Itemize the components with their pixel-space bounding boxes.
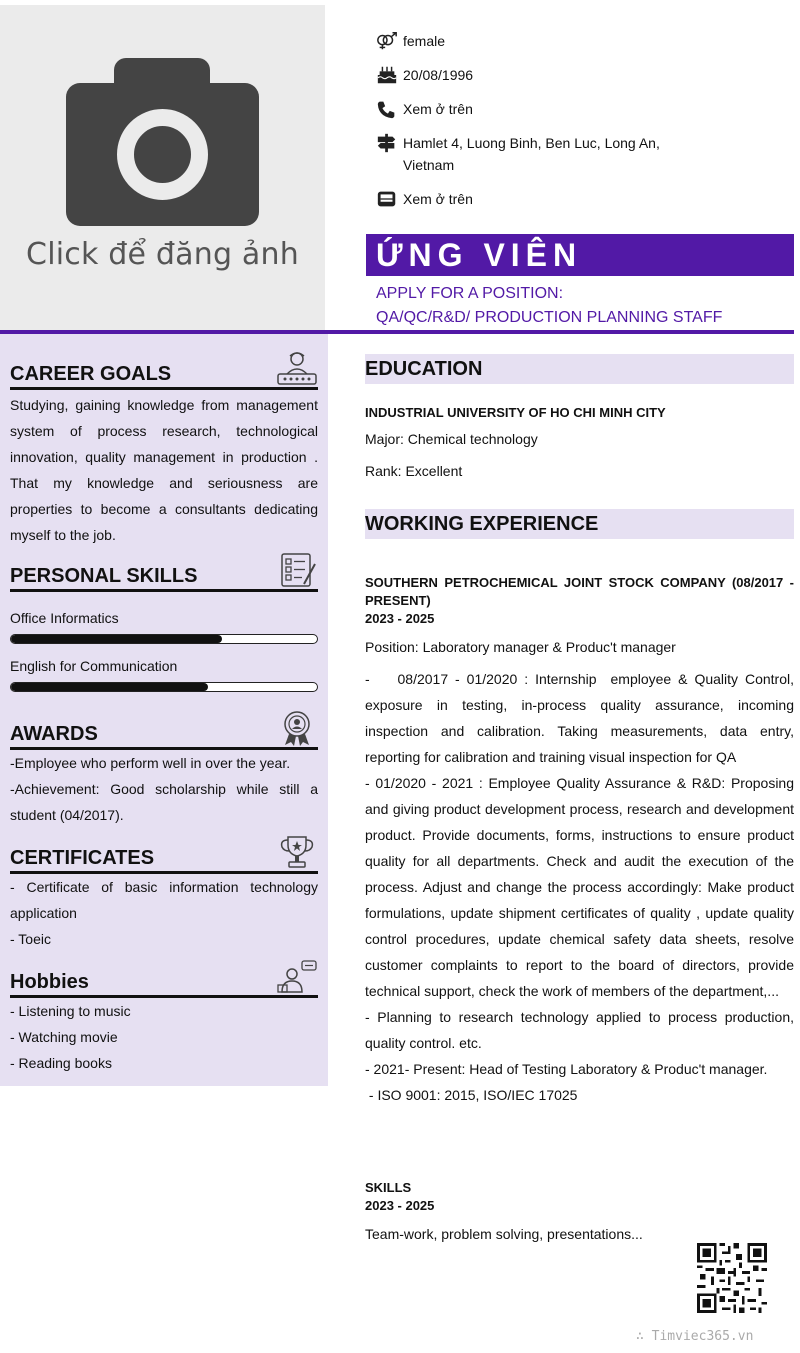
candidate-name: ỨNG VIÊN: [366, 234, 794, 276]
hobby-item: - Reading books: [10, 1055, 112, 1071]
career-goals-text: Studying, gaining knowledge from management system of process research, technological innovation, quality management in production . That my knowledge and seriousness are properties to become a consultants dedicating myself to the job.: [10, 397, 318, 543]
certificate-item-1: - Certificate of basic information technology application: [10, 879, 318, 921]
checklist-icon: [276, 552, 318, 588]
awards-line-1: -Employee who perform well in over the year.: [10, 755, 291, 771]
skill-bar-office: [10, 634, 318, 644]
personal-skills-section: [10, 554, 318, 692]
career-goals-title: CAREER GOALS: [10, 363, 172, 385]
apply-position-title: QA/QC/R&D/ PRODUCTION PLANNING STAFF: [376, 309, 723, 326]
hobbies-section: [10, 960, 318, 1076]
trophy-icon: [276, 834, 318, 870]
education-rank: Rank: Excellent: [365, 463, 463, 479]
personal-skills-title: PERSONAL SKILLS: [10, 565, 198, 587]
experience-paragraph: - 08/2017 - 01/2020 : Internship employee & Quality Control, exposure in testing, in-process quality assurance, incoming inspection and calibration. Taking measurements, data entry, reporting for calibration and training visual inspection for QA: [365, 671, 798, 765]
photo-upload[interactable]: [0, 5, 325, 330]
certificate-item-2: - Toeic: [10, 931, 51, 947]
skills-period: 2023 - 2025: [365, 1198, 435, 1213]
certificates-section: [10, 836, 318, 952]
education-major: Major: Chemical technology: [365, 431, 538, 447]
skills-section: [365, 1179, 794, 1247]
birthday-value: 20/08/1996: [403, 67, 474, 83]
gender-icon: [376, 30, 403, 52]
contact-gender: [376, 30, 676, 52]
experience-section: [365, 509, 798, 1108]
certificates-header: [10, 836, 318, 874]
hobbies-header: [10, 960, 318, 998]
contact-email: [376, 188, 676, 210]
experience-paragraph: - 01/2020 - 2021 : Employee Quality Assurance & R&D: Proposing and giving product development process, research and development product. Provide documents, forms, instructions to ensure product quality for all departments. Check and audit the execution of the process. Adjust and change the process accordingly: Make product formulations, update shipment certificates of quality , update quality control procedures, update chemical safety data sheets, resolve customer complaints to report to the board of directors, provide technical support, check the work of members of the department,...: [365, 775, 794, 999]
education-school: INDUSTRIAL UNIVERSITY OF HO CHI MINH CITY: [365, 405, 666, 420]
experience-company: SOUTHERN PETROCHEMICAL JOINT STOCK COMPANY (08/2017 - PRESENT): [365, 575, 794, 608]
contact-info: [376, 30, 676, 222]
awards-section: [10, 712, 318, 828]
experience-paragraph: - ISO 9001: 2015, ISO/IEC 17025: [365, 1087, 578, 1103]
skill-label-english: English for Communication: [10, 658, 178, 674]
hobbies-title: Hobbies: [10, 971, 89, 993]
experience-position: Position: Laboratory manager & Produc't manager: [365, 639, 676, 655]
skill-bar-english: [10, 682, 318, 692]
certificates-title: CERTIFICATES: [10, 847, 155, 869]
skill-bar-fill: [11, 635, 222, 643]
email-value: Xem ở trên: [403, 191, 473, 207]
medal-icon: [276, 710, 318, 746]
career-goals-section: [10, 352, 318, 548]
contact-birthday: [376, 64, 676, 86]
apply-label: APPLY FOR A POSITION:: [376, 285, 564, 302]
experience-period: 2023 - 2025: [365, 611, 435, 626]
address-value: Hamlet 4, Luong Binh, Ben Luc, Long An, Vietnam: [403, 135, 660, 173]
skill-label-office: Office Informatics: [10, 610, 119, 626]
qr-code: [697, 1243, 767, 1313]
education-section: [365, 354, 794, 484]
skills-text: Team-work, problem solving, presentations...: [365, 1226, 643, 1242]
hobby-item: - Watching movie: [10, 1029, 118, 1045]
awards-title: AWARDS: [10, 723, 98, 745]
career-goals-header: [10, 352, 318, 390]
experience-paragraph: - Planning to research technology applied to process production, quality control. etc.: [365, 1009, 794, 1051]
applied-position: [376, 282, 796, 330]
phone-icon: [376, 98, 403, 120]
photo-upload-caption: Click để đăng ảnh: [26, 237, 299, 272]
hobby-item: - Listening to music: [10, 1003, 131, 1019]
skill-bar-fill: [11, 683, 208, 691]
experience-title: WORKING EXPERIENCE: [365, 509, 794, 539]
birthday-cake-icon: [376, 64, 403, 86]
email-icon: [376, 188, 403, 210]
worker-icon: [276, 350, 318, 386]
awards-header: [10, 712, 318, 750]
signpost-icon: [376, 132, 403, 154]
skills-title: SKILLS: [365, 1180, 412, 1195]
camera-lens-icon: [117, 109, 208, 200]
phone-value: Xem ở trên: [403, 101, 473, 117]
awards-line-2: -Achievement: Good scholarship while still a student (04/2017).: [10, 781, 318, 823]
education-title: EDUCATION: [365, 354, 794, 384]
footer-brand: ∴ Timviec365.vn: [636, 1329, 754, 1344]
hobby-icon: [276, 958, 318, 994]
experience-paragraph: - 2021- Present: Head of Testing Laboratory & Produc't manager.: [365, 1061, 768, 1077]
contact-phone: [376, 98, 676, 120]
contact-address: [376, 132, 676, 176]
gender-value: female: [403, 33, 446, 49]
personal-skills-header: [10, 554, 318, 592]
